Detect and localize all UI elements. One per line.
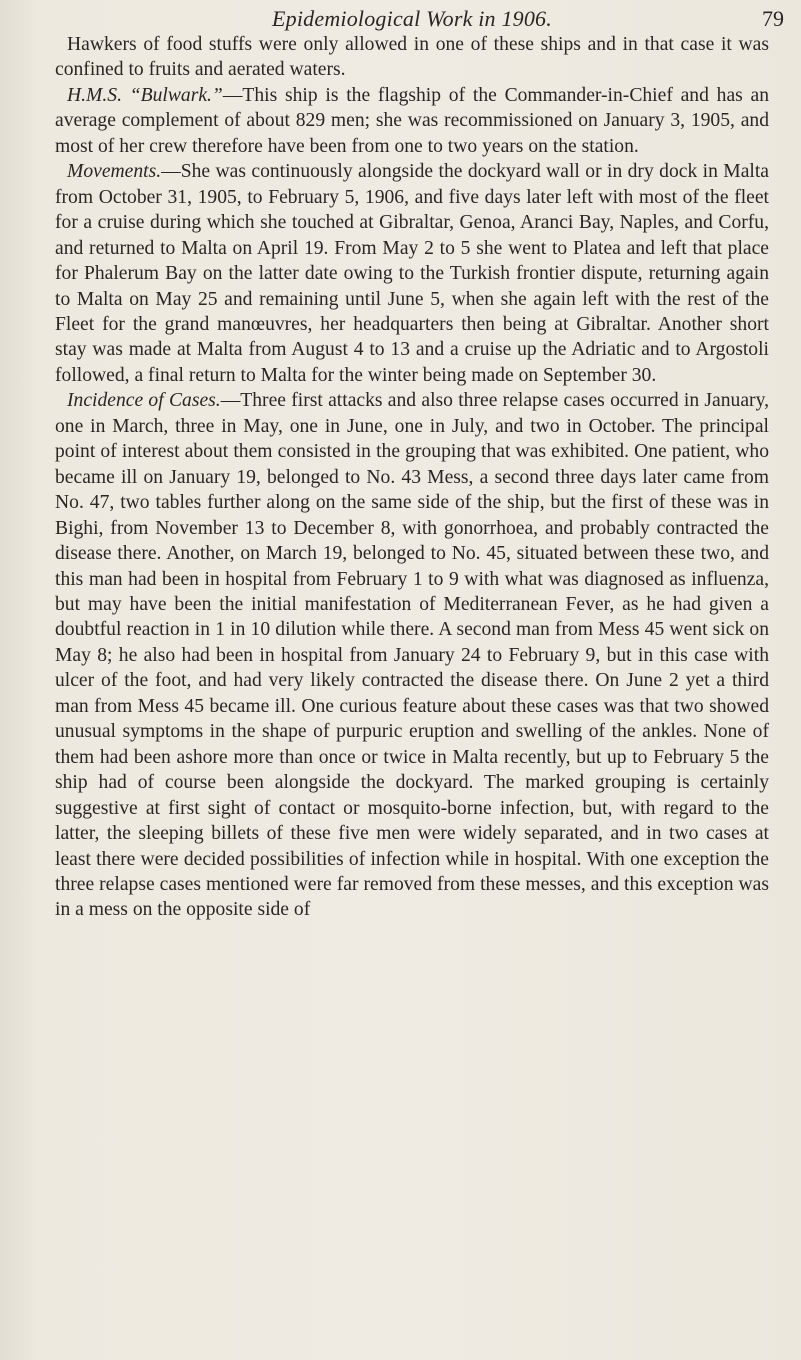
paragraph-text: —This ship is the flagship of the Commander-in-Chief and has an average complement of about 829 men; she was recommissioned on January 3, 1905, and most of her crew therefore have been from one to two years on the station. (55, 84, 770, 157)
paragraph-incidence (55, 388, 769, 923)
body-text (55, 32, 769, 923)
ship-name: “Bulwark.” (129, 84, 223, 106)
running-head: Epidemiological Work in 1906. (272, 6, 552, 31)
section-lead-movements: Movements. (67, 161, 162, 183)
paragraph-hawkers (55, 32, 769, 83)
ship-designation: H.M.S. (67, 84, 122, 106)
paragraph-bulwark (55, 83, 769, 159)
paragraph-text: —Three first attacks and also three relapse cases occurred in January, one in March, three in May, one in June, one in July, and two in October. The principal point of interest about them consisted in the grouping that was exhibited. One patient, who became ill on January 19, belonged to No. 43 Mess, a second three days later came from No. 47, two tables further along on the same side of the ship, but the first of these was in Bighi, from November 13 to December 8, with gonorrhoea, and probably contracted the disease there. Another, on March 19, belonged to No. 45, situated between these two, and this man had been in hospital from February 1 to 9 with what was diagnosed as influenza, but may have been the initial manifestation of Mediterranean Fever, as he had given a doubtful reaction in 1 in 10 dilution while there. A second man from Mess 45 went sick on May 8; he also had been in hospital from January 24 to February 9, but in this case with ulcer of the foot, and had very likely contracted the disease there. On June 2 yet a third man from Mess 45 became ill. One curious feature about these cases was that two showed unusual symptoms in the shape of purpuric eruption and swelling of the ankles. None of them had been ashore more than once or twice in Malta recently, but up to February 5 the ship had of course been alongside the dockyard. The marked grouping is certainly suggestive at first sight of contact or mosquito-borne infection, but, with regard to the latter, the sleeping billets of these five men were widely separated, and in two cases at least there were decided possibilities of infection while in hospital. With one exception the three relapse cases mentioned were far removed from these messes, and this exception was in a mess on the opposite side of (55, 390, 769, 921)
section-lead-incidence: Incidence of Cases. (67, 390, 221, 412)
paragraph-text: Hawkers of food stuffs were only allowed in one of these ships and in that case it was confined to fruits and aerated waters. (55, 34, 769, 81)
paragraph-movements (55, 159, 769, 388)
page-number: 79 (762, 6, 784, 31)
paragraph-text: —She was continuously alongside the dockyard wall or in dry dock in Malta from October 31, 1905, to February 5, 1906, and five days later left with most of the fleet for a cruise during which she touched at Gibraltar, Genoa, Aranci Bay, Naples, and Corfu, and returned to Malta on April 19. From May 2 to 5 she went to Platea and left that place for Phalerum Bay on the latter date owing to the Turkish frontier dispute, returning again to Malta on May 25 and remaining until June 5, when she again left with the rest of the Fleet for the grand manœuvres, her headquarters then being at Gibraltar. Another short stay was made at Malta from August 4 to 13 and a cruise up the Adriatic and to Argostoli followed, a final return to Malta for the winter being made on September 30. (55, 161, 769, 386)
page-header (0, 2, 801, 32)
